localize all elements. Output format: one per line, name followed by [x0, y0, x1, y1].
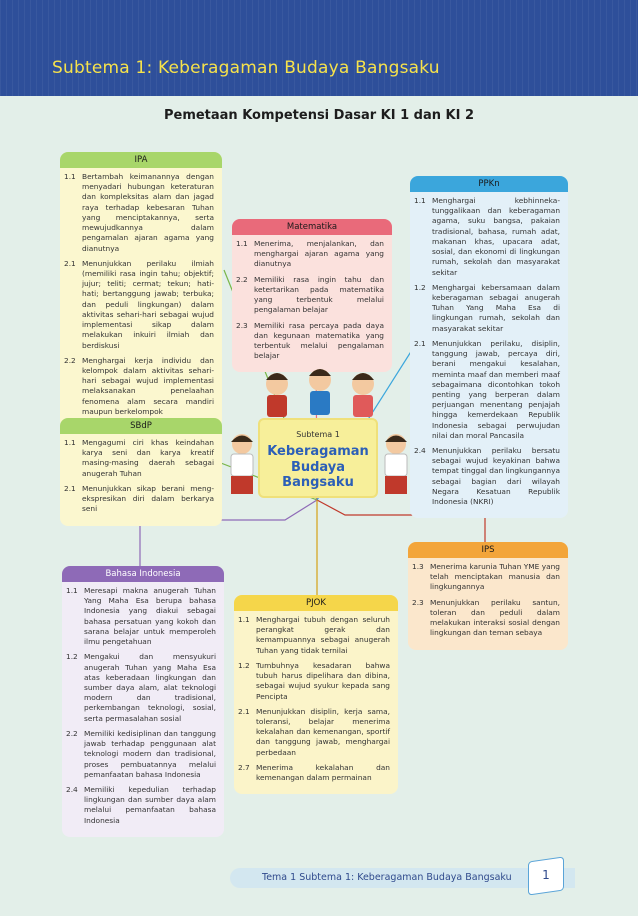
footer-text: Tema 1 Subtema 1: Keberagaman Budaya Bangsaku [262, 872, 512, 883]
kd-number: 2.1 [414, 338, 426, 348]
bahasa-item [66, 729, 216, 780]
children-illustration [255, 362, 385, 422]
kd-number: 2.3 [412, 597, 424, 607]
ips-item [412, 598, 560, 639]
matematika-item [236, 275, 384, 316]
kd-text: Menunjukkan disiplin, kerja sama, toleransi, belajar menerima kekalahan dan kemenangan, sportif dan tanggung jawab, menghargai perbedaan [256, 706, 390, 757]
pjok-item [238, 707, 390, 758]
bahasa-item [66, 586, 216, 647]
kd-number: 2.2 [66, 728, 78, 738]
kd-text: Menghargai kebhinneka-tunggalikaan dan keberagaman agama, suku bangsa, pakaian tradisional, bahasa, rumah adat, makanan khas, upacara adat, sosial, dan ekonomi di lingkungan rumah, sekolah dan masyarakat sekitar [432, 196, 560, 277]
ppkn-item [414, 196, 560, 278]
kd-number: 2.1 [64, 483, 76, 493]
kd-text: Menunjukkan perilaku, disiplin, tanggung jawab, percaya diri, berani mengakui kesalahan, meminta maaf dan memberi maaf sebagaimana dicontohkan tokoh penting yang berperan dalam perjuangan menentang penjajah hingga kemerdekaan Republik Indonesia sebagai perwujudan nilai dan moral Pancasila [432, 338, 560, 440]
ips-item [412, 562, 560, 593]
kd-number: 2.2 [236, 274, 248, 284]
page-number: 1 [542, 868, 550, 882]
bahasa-item [66, 652, 216, 724]
kd-number: 1.1 [238, 615, 250, 624]
kd-text: Memiliki rasa ingin tahu dan ketertarikan pada matematika yang terbentuk melalui pengalaman belajar [254, 274, 384, 315]
bahasa-title: Bahasa Indonesia [62, 566, 224, 582]
kd-text: Bertambah keimanannya dengan menyadari hubungan keteraturan dan kompleksitas alam dan jagad raya terhadap kebesaran Tuhan yang menciptakannya, serta mewujudkannya dalam pengamalan ajaran agama yang dianutnya [82, 172, 214, 253]
kd-text: Memiliki rasa percaya pada daya dan kegunaan matematika yang terbentuk melalui pengalaman belajar [254, 320, 384, 361]
kd-number: 1.1 [64, 438, 76, 447]
ppkn-title: PPKn [410, 176, 568, 192]
ppkn-item [414, 339, 560, 441]
kd-text: Menerima karunia Tuhan YME yang telah menciptakan manusia dan lingkungannya [430, 562, 560, 592]
kd-number: 1.2 [66, 652, 78, 662]
kd-text: Menerima, menjalankan, dan menghargai ajaran agama yang dianutnya [254, 239, 384, 269]
subtheme-title: Subtema 1: Keberagaman Budaya Bangsaku [52, 58, 440, 78]
kd-text: Menghargai kebersamaan dalam keberagaman sebagai anugerah Tuhan Yang Maha Esa di lingkungan rumah, sekolah dan masyarakat sekitar [432, 282, 560, 333]
child-right-illustration [376, 432, 416, 502]
kd-number: 1.2 [414, 282, 426, 292]
kd-text: Menghargai kerja individu dan kelompok dalam aktivitas sehari-hari sebagai wujud implementasi melaksanakan penelaahan fenomena alam secara mandiri maupun berkelompok [82, 355, 214, 416]
pjok-item [238, 763, 390, 783]
sbdp-item [64, 438, 214, 479]
kd-text: Menunjukkan perilaku ilmiah (memiliki rasa ingin tahu; objektif; jujur; teliti; cermat; tekun; hati-hati; bertanggung jawab; terbuka; dan peduli lingkungan) dalam aktivitas sehari-hari sebagai wujud implementasi sikap dalam melakukan inkuiri ilmiah dan berdiskusi [82, 258, 214, 350]
sbdp-box [60, 418, 222, 526]
kd-number: 1.1 [66, 586, 78, 595]
kd-text: Menunjukkan perilaku santun, toleran dan peduli dalam melakukan interaksi sosial dengan lingkungan dan teman sebaya [430, 597, 560, 638]
kd-number: 1.1 [414, 196, 426, 205]
pjok-title: PJOK [234, 595, 398, 611]
kd-text: Tumbuhnya kesadaran bahwa tubuh harus dipelihara dan dibina, sebagai wujud syukur kepada sang Pencipta [256, 660, 390, 701]
kd-number: 2.1 [238, 706, 250, 716]
ppkn-box [410, 176, 568, 518]
kd-text: Meresapi makna anugerah Tuhan Yang Maha Esa berupa bahasa Indonesia yang diakui sebagai bahasa persatuan yang kokoh dan sarana belajar untuk memperoleh ilmu pengetahuan [84, 586, 216, 647]
sbdp-title: SBdP [60, 418, 222, 434]
kd-text: Mengagumi ciri khas keindahan karya seni dan karya kreatif masing-masing daerah sebagai anugerah Tuhan [82, 438, 214, 478]
kd-number: 2.7 [238, 762, 250, 772]
ipa-item [64, 259, 214, 351]
kd-number: 1.2 [238, 660, 250, 670]
kd-text: Menunjukkan sikap berani meng-ekspresikan diri dalam berkarya seni [82, 483, 214, 514]
kd-number: 2.2 [64, 355, 76, 365]
kd-number: 2.3 [236, 320, 248, 330]
kd-text: Menghargai tubuh dengan seluruh perangkat gerak dan kemampuannya sebagai anugerah Tuhan yang tidak ternilai [256, 615, 390, 655]
center-title: Keberagaman Budaya Bangsaku [267, 444, 369, 491]
pjok-box [234, 595, 398, 794]
matematika-title: Matematika [232, 219, 392, 235]
kd-number: 1.1 [64, 172, 76, 181]
center-topic-card [258, 418, 378, 498]
kd-number: 1.3 [412, 562, 424, 571]
child-left-illustration [222, 432, 262, 502]
kd-number: 2.1 [64, 258, 76, 268]
kd-number: 2.4 [414, 446, 426, 456]
ipa-title: IPA [60, 152, 222, 168]
matematika-item [236, 321, 384, 362]
kd-text: Memiliki kepedulian terhadap lingkungan dan sumber daya alam melalui pemanfaatan bahasa Indonesia [84, 784, 216, 825]
kd-text: Menunjukkan perilaku bersatu sebagai wujud keyakinan bahwa tempat tinggal dan lingkungannya sebagai bagian dari wilayah Negara Kesatuan Republik Indonesia (NKRI) [432, 446, 560, 507]
ips-box [408, 542, 568, 650]
ppkn-item [414, 446, 560, 507]
ipa-item [64, 356, 214, 417]
pjok-item [238, 661, 390, 702]
ips-title: IPS [408, 542, 568, 558]
matematika-box [232, 219, 392, 372]
sbdp-item [64, 484, 214, 515]
kd-number: 2.4 [66, 784, 78, 794]
kd-number: 1.1 [236, 239, 248, 248]
center-subtitle: Subtema 1 [296, 430, 340, 439]
ipa-box [60, 152, 222, 428]
ppkn-item [414, 283, 560, 334]
kd-text: Memiliki kedisiplinan dan tanggung jawab terhadap penggunaan alat teknologi modern dan tradisional, proses pembuatannya melalui pemanfaatan bahasa Indonesia [84, 728, 216, 779]
pjok-item [238, 615, 390, 656]
bahasa-box [62, 566, 224, 837]
bahasa-item [66, 785, 216, 826]
kd-text: Menerima kekalahan dan kemenangan dalam permainan [256, 762, 390, 783]
ipa-item [64, 172, 214, 254]
kd-text: Mengakui dan mensyukuri anugerah Tuhan yang Maha Esa atas keberadaan lingkungan dan sumber daya alam, alat teknologi modern dan tradisional, perkembangan teknologi, sosial, serta permasalahan sosial [84, 652, 216, 723]
matematika-item [236, 239, 384, 270]
page-title: Pemetaan Kompetensi Dasar KI 1 dan KI 2 [163, 108, 475, 123]
